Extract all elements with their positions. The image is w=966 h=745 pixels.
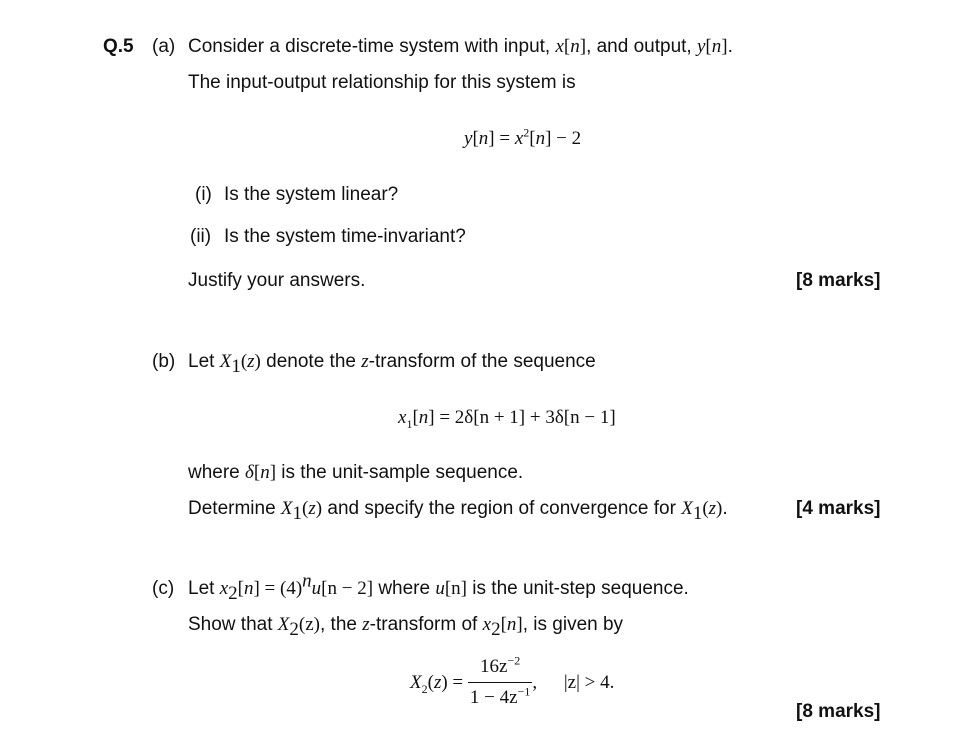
part-c-line2: Show that $X_2(z)$, the z-transform of $x_2[n]$, is given by (188, 614, 624, 640)
part-a-q-i: Is the system linear? (224, 184, 399, 205)
part-b-line1: Let $X_1(z)$ denote the z-transform of the sequence (188, 351, 596, 377)
part-a-equation: $y[n] = x^2[n] - 2$ (464, 125, 582, 149)
part-b-equation: $x_1[n] = 2\delta[n + 1] + 3\delta[n - 1]$ (398, 407, 616, 431)
part-a-line1: Consider a discrete-time system with input, x[n], and output, y[n]. (188, 36, 733, 57)
part-b-label: (b) (152, 351, 176, 372)
part-c-roc: |z| > 4. (563, 671, 615, 693)
part-c-equation: $X_2(z)$ = $\frac{16z^{-2}}{1 - 4z^{-1}}$ , |z| > 4. (410, 653, 615, 708)
part-b-marks: [4 marks] (796, 498, 881, 519)
part-a-label: (a) (152, 36, 176, 57)
part-a-q-i-label: (i) (195, 184, 212, 205)
part-a-q-ii: Is the system time-invariant? (224, 226, 466, 247)
part-a-marks: [8 marks] (796, 270, 881, 291)
part-a-q-ii-label: (ii) (190, 226, 212, 247)
part-b-where: where δ[n] is the unit-sample sequence. (188, 462, 524, 483)
part-b-determine: Determine $X_1(z)$ and specify the region of convergence for $X_1(z)$. (188, 498, 728, 524)
part-a-line2: The input-output relationship for this system is (188, 72, 576, 93)
question-number: Q.5 (103, 36, 134, 57)
part-c-fraction: $\frac{16z^{-2}}{1 - 4z^{-1}}$ (469, 653, 531, 708)
part-c-marks: [8 marks] (796, 701, 881, 722)
part-c-label: (c) (152, 578, 175, 599)
part-a-justify: Justify your answers. (188, 270, 366, 291)
part-c-line1: Let $x_2[n] = (4)^nu[n - 2]$ where u[n] is the unit-step sequence. (188, 570, 689, 604)
